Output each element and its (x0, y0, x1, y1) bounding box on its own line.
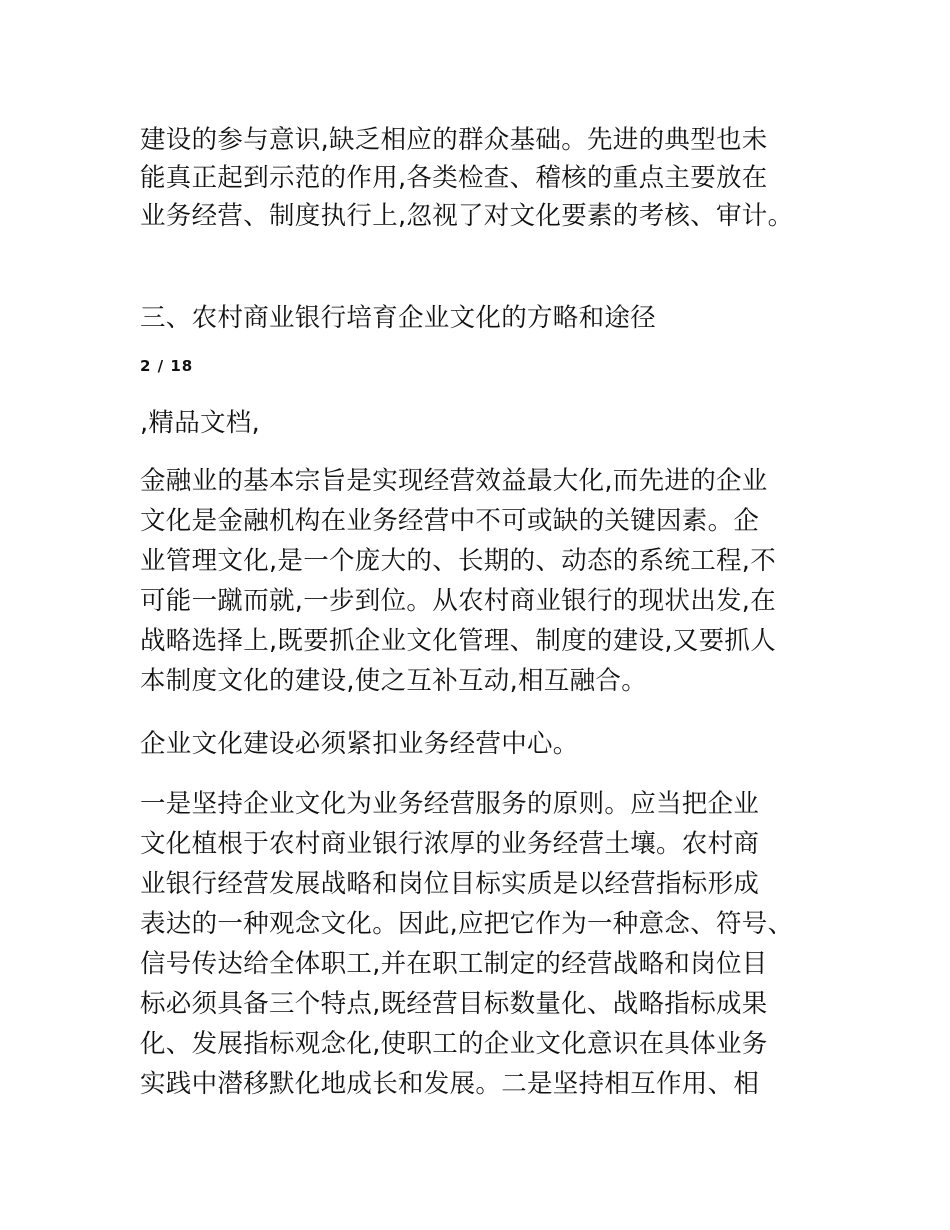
paragraph1-line-3: 业管理文化,是一个庞大的、长期的、动态的系统工程,不 (140, 546, 777, 576)
paragraph3-line-8: 实践中潜移默化地成长和发展。二是坚持相互作用、相 (140, 1069, 760, 1099)
intro-line-1: 建设的参与意识,缺乏相应的群众基础。先进的典型也未 (140, 125, 768, 155)
section-heading: 三、农村商业银行培育企业文化的方略和途径 (140, 303, 657, 333)
intro-line-3: 业务经营、制度执行上,忽视了对文化要素的考核、审计。 (140, 201, 794, 231)
intro-line-2: 能真正起到示范的作用,各类检查、稽核的重点主要放在 (140, 163, 768, 193)
paragraph3-line-5: 信号传达给全体职工,并在职工制定的经营战略和岗位目 (140, 949, 768, 979)
paragraph3-line-4: 表达的一种观念文化。因此,应把它作为一种意念、符号、 (140, 909, 794, 939)
paragraph3-line-6: 标必须具备三个特点,既经营目标数量化、战略指标成果 (140, 989, 768, 1019)
paragraph1-line-1: 金融业的基本宗旨是实现经营效益最大化,而先进的企业 (140, 466, 768, 496)
paragraph3-line-7: 化、发展指标观念化,使职工的企业文化意识在具体业务 (140, 1029, 768, 1059)
paragraph3-line-1: 一是坚持企业文化为业务经营服务的原则。应当把企业 (140, 789, 760, 819)
paragraph2: 企业文化建设必须紧扣业务经营中心。 (140, 729, 579, 759)
watermark-text: ,精品文档, (140, 408, 261, 438)
paragraph3-line-2: 文化植根于农村商业银行浓厚的业务经营土壤。农村商 (140, 829, 760, 859)
paragraph1-line-5: 战略选择上,既要抓企业文化管理、制度的建设,又要抓人 (140, 626, 777, 656)
paragraph1-line-2: 文化是金融机构在业务经营中不可或缺的关键因素。企 (140, 506, 760, 536)
paragraph1-line-4: 可能一蹴而就,一步到位。从农村商业银行的现状出发,在 (140, 586, 777, 616)
paragraph1-line-6: 本制度文化的建设,使之互补互动,相互融合。 (140, 666, 648, 696)
paragraph3-line-3: 业银行经营发展战略和岗位目标实质是以经营指标形成 (140, 869, 760, 899)
page-number: 2 / 18 (140, 357, 194, 375)
